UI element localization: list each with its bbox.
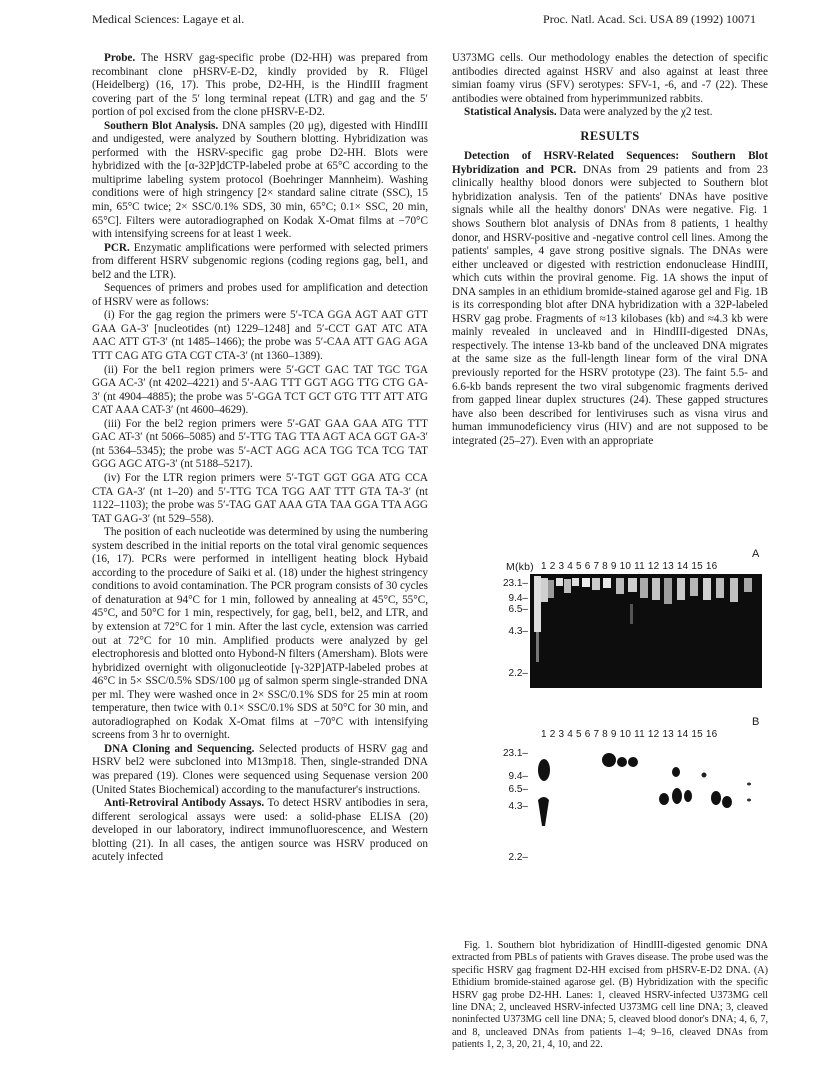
panel-a-label: A [752,548,760,560]
detection-paragraph [452,150,768,448]
panel-a-marker-9: 9.4– [508,593,528,604]
left-column [92,52,428,865]
antibody-text: To detect HSRV antibodies in sera, different serological assays were used: a solid-phase ELISA (20) developed in our laboratory, indirect immunofluorescence, and Western blotting (21). In all cases, the antigen source was HSRV produced on acutely infected [92,797,428,864]
detection-heading: Detection of HSRV-Related Sequences: Southern Blot Hybridization and PCR. [452,150,768,176]
panel-b-marker-4: 4.3– [508,801,528,812]
probe-paragraph [92,52,428,120]
panel-b-lane-numbers: 1 2 3 4 5 6 7 8 9 10 11 12 13 14 15 16 [541,729,718,740]
statistics-text: Data were analyzed by the χ2 test. [559,106,713,119]
pcr-text: Enzymatic amplifications were performed with selected primers from different HSRV subgenomic regions (coding regions gag, bel1, and bel2 and the LTR). [92,241,428,281]
position-paragraph: The position of each nucleotide was determined by using the numbering system described in the initial reports on the total viral genomic sequences (16, 17). PCRs were performed in intelligent heating block Hybaid according to the procedure of Saiki et al. (18) under the highest stringency conditions to avoid contamination. The PCR program consists of 30 cycles of denaturation at 94°C for 1 min, followed by annealing at 45°C, 55°C, 45°C, and 50°C for 1 min, respectively, for gag, bel1, bel2, and LTR, and by extension at 72°C for 1 min. After the last cycle, extension was carried out at 72°C for 10 min. Amplified products were analyzed by gel electrophoresis and blotted onto Hybond-N filters (Amersham). Blots were hybridized overnight with oligonucleotide [γ-32P]ATP-labeled probes at 46°C in 5× SSC/0.5% SDS/100 μg of salmon sperm single-stranded DNA per ml. They were washed once in 2× SSC/0.1% SDS for 25 min at room temperature, then twice with 0.1× SSC/0.1% SDS at 50°C for 30 min, and autoradiographed on Kodak X-Omat films at −70°C with intensifying screens from 3 hr to overnight. [92,526,428,742]
statistics-paragraph [452,106,768,120]
header-citation: Proc. Natl. Acad. Sci. USA 89 (1992) 10071 [543,12,756,26]
panel-a-marker-2: 2.2– [508,668,528,679]
primer-item-bel1: (ii) For the bel1 region primers were 5′-GCT GAC TAT TGC TGA GGA AC-3′ (nt 4202–4221) and 5′-AAG TTT GGT AGG TTG CTG GA-3′ (nt 4904–4885); the probe was 5′-GGA TCT GCT GTG TTT ATT ATG CAT AAA CAT-3′ (nt 4600–4629). [92,363,428,417]
statistics-heading: Statistical Analysis. [464,106,557,119]
primer-item-gag: (i) For the gag region the primers were 5′-TCA GGA AGT AAT GTT GAA GA-3′ [nucleotides (nt) 1229–1248] and 5′-CCT GAT ATC ATA AAC ATT GT-3′ (nt 1485–1466); the probe was 5′-CAA ATT GAG AGA TTT CAG ATG GTA CGT CTA-3′ (nt 1360–1389). [92,309,428,363]
primer-item-bel2: (iii) For the bel2 region primers were 5′-GAT GAA GAA ATG TTT GAC AT-3′ (nt 5066–5085) and 5′-TTG TAG TTA AGT ACA GGT GA-3′ (nt 5364–5345); the probe was 5′-ACT AGG ACA TGG TCA TCG TAT GGG AGC ATG-3′ (nt 5188–5217). [92,417,428,471]
panel-b-marker-23: 23.1– [502,748,528,759]
sequences-intro: Sequences of primers and probes used for amplification and detection of HSRV were as follows: [92,282,428,308]
panel-a-lane-numbers: 1 2 3 4 5 6 7 8 9 10 11 12 13 14 15 16 [541,561,718,572]
continued-paragraph: U373MG cells. Our methodology enables the detection of specific antibodies directed against HSRV and also against at least three simian foamy virus (SFV) serotypes: SFV-1, -6, and -7 (22). These antibodies were obtained from hyperimmunized rabbits. [452,52,768,105]
detection-text: DNAs from 29 patients and from 23 clinically healthy blood donors were subjected to Southern blot hybridization analysis. Ten of the patients' DNAs have positive signals while all the healthy donors' DNAs were negative. Fig. 1 shows Southern blot analysis of DNAs from 8 patients, 1 healthy donor, and HSRV-positive and -negative control cell lines. Among the patients' samples, 4 gave strong positive signals. The DNAs were either uncleaved or digested with restriction endonuclease HindIII, which cuts within the proviral genome. Fig. 1A shows the input of DNA samples in an ethidium bromide-stained agarose gel and Fig. 1B is its corresponding blot after DNA hybridization with a 32P-labeled HSRV gag probe. Fragments of ≈13 kilobases (kb) and ≈4.3 kb were mainly revealed in uncleaved and in HindIII-digested DNAs, respectively. The intense 13-kb band of the uncleaved DNA migrates at the same size as the full-length linear form of the viral DNA previously reported for the HSRV prototype (23). The faint 5.5- and 6.6-kb bands represent the two viral subgenomic fragments derived from gapped linear duplex structures (24). These gapped structures have also been described for lentiviruses such as visna virus and human immunodeficiency virus (HIV) and are not supposed to be integrated (25–27). Even with an appropriate [452,163,768,447]
results-heading: RESULTS [580,128,640,143]
panel-b-marker-6: 6.5– [508,784,528,795]
panel-b-marker-9: 9.4– [508,771,528,782]
panel-a-marker-23: 23.1– [502,578,528,589]
caption-paragraph [452,940,768,1052]
panel-a-size-header: M(kb) [506,561,534,573]
cloning-heading: DNA Cloning and Sequencing. [104,742,255,755]
pcr-paragraph [92,242,428,283]
cloning-text: Selected products of HSRV gag and HSRV bel2 were subcloned into M13mp18. Then, single-stranded DNA was prepared (19). Clones were sequenced using Sequenase version 200 (United States Biochemical) according to the manufacturer's instructions. [92,742,429,796]
probe-heading: Probe. [104,52,136,64]
cloning-paragraph [92,743,428,797]
southern-heading: Southern Blot Analysis. [104,119,219,132]
figure-caption [452,940,768,1052]
primer-item-ltr: (iv) For the LTR region primers were 5′-TGT GGT GGA ATG CCA CTA GA-3′ (nt 1–20) and 5′-TTG TCA TGG AAT TTT GTA TA-3′ (nt 1122–1103); the probe was 5′-TAG GAT AAA GTA TAA GGA TTA AGG TAT GAG-3′ (nt 529–558). [92,471,428,525]
autoradiograph-image [530,742,762,842]
southern-paragraph [92,120,428,242]
caption-text: Southern blot hybridization of HindIII-digested genomic DNA extracted from PBLs of patients with Graves disease. The probe used was the specific HSRV gag fragment D2-HH excised from pHSRV-E-D2 DNA. (A) Ethidium bromide-stained agarose gel. (B) Hybridization with the specific HSRV gag probe D2-HH. Lanes: 1, cleaved HSRV-infected U373MG cell line DNA; 2, uncleaved HSRV-infected U373MG cell line DNA; 3, cleaved noninfected U373MG cell line DNA; 5, cleaved blood donor's DNA; 4, 6, 7, and 8, uncleaved DNAs from patients 1–4; 9–16, cleaved DNAs from patients 1, 2, 3, 20, 21, 4, 10, and 22. [452,940,768,1051]
southern-text: DNA samples (20 μg), digested with HindIII and undigested, were analyzed by Southern blotting. Hybridization was performed with the HSRV-specific gag probe D2-HH. Blots were hybridized with the [α-32P]dCTP-labeled probe at 65°C according to the multiprime labeling system protocol (Boehringer Mannheim). Washing conditions were of high stringency [2× standard saline citrate (SSC), 15 min, 65°C twice; 2× SSC/0.1% SDS, 30 min, 65°C; 0.1× SSC, 20 min, 65°C]. Filters were autoradiographed on Kodak X-Omat films at −70°C with intensifying screens for at least 1 week. [92,119,429,241]
ethidium-gel-image [530,574,762,688]
running-header [92,12,756,28]
header-journal-section: Medical Sciences: Lagaye et al. [92,12,245,26]
antibody-paragraph [92,797,428,865]
panel-b-label: B [752,716,760,728]
antibody-heading: Anti-Retroviral Antibody Assays. [104,797,265,810]
panel-a-marker-6: 6.5– [508,604,528,615]
probe-text: The HSRV gag-specific probe (D2-HH) was prepared from recombinant clone pHSRV-E-D2, kindly provided by R. Flügel (Heidelberg) (16, 17). This probe, D2-HH, is the HindIII fragment covering part of the 5′ long terminal repeat (LTR) and gag and the 5′ portion of pol excised from the clone pHSRV-E-D2. [92,52,428,119]
caption-label: Fig. 1. [464,940,493,951]
panel-b-marker-2: 2.2– [508,852,528,863]
pcr-heading: PCR. [104,241,130,254]
panel-a-marker-4: 4.3– [508,626,528,637]
right-column [452,52,768,448]
